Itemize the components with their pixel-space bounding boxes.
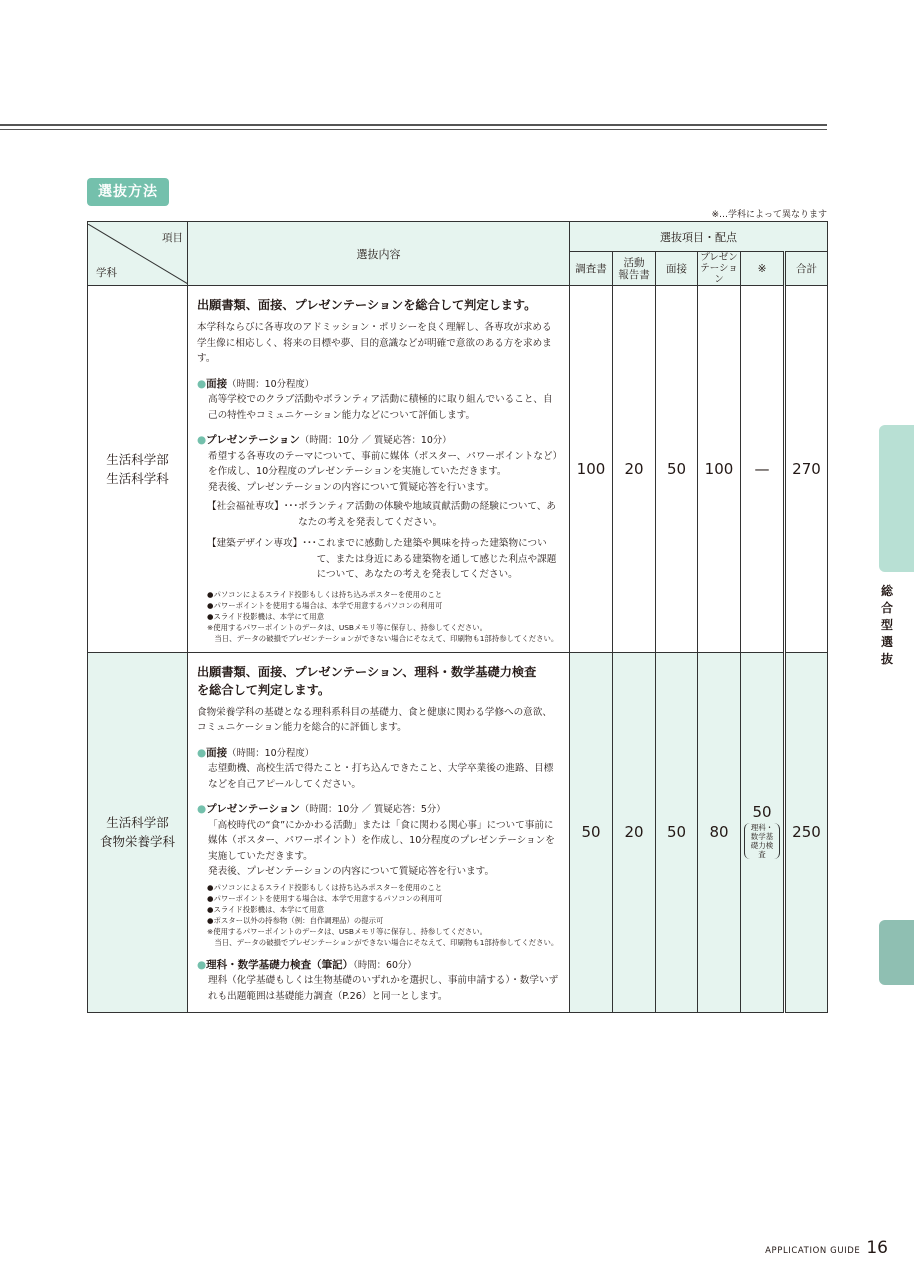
score-report: 100 xyxy=(570,286,613,653)
score-note: 50 xyxy=(752,803,772,822)
lead-text: 出願書類、面接、プレゼンテーションを総合して判定します。 xyxy=(197,298,537,312)
header-item-label: 項目 xyxy=(162,231,183,244)
notes-list: ●パソコンによるスライド投影もしくは持ち込みポスターを使用のこと ●パワーポイントを使用する場合は、本学で用意するパソコンの利用可 ●スライド投影機は、本学にて用意 ※使用するパワーポイントのデータは、USBメモリ等に保存し、持参してください。 当日、データの破損でプレゼンテーションができない場合にそなえて、印刷物も1部持参してください。 xyxy=(207,589,559,643)
score-presentation: 100 xyxy=(698,286,741,653)
dept-cell-life-science xyxy=(88,286,188,653)
intro-text: 食物栄養学科の基礎となる理科系科目の基礎力、食と健康に関わる学修への意欲、コミュニケーション能力を総合的に評価します。 xyxy=(197,706,552,733)
header-corner xyxy=(88,222,188,286)
major-social-welfare: 【社会福祉専攻】･･･ ボランティア活動の体験や地域貢献活動の経験について、あなたの考えを発表してください。 xyxy=(207,501,557,528)
bullet-dot-icon: ● xyxy=(197,434,207,446)
lead-text: 出願書類、面接、プレゼンテーション、理科・数学基礎力検査を総合して判定します。 xyxy=(197,664,537,697)
test-heading: ●理科・数学基礎力検査（筆記）（時間：60分） xyxy=(197,958,417,971)
top-rule-thick xyxy=(0,124,827,126)
score-total: 250 xyxy=(785,652,828,1013)
dept-name: 生活科学科 xyxy=(106,470,169,486)
page-footer xyxy=(765,1238,888,1258)
score-activity: 20 xyxy=(613,652,656,1013)
side-tab[interactable] xyxy=(879,920,914,985)
interview-text: 志望動機、高校生活で得たこと・打ち込んできたこと、大学卒業後の進路、目標などを自己アピールしてください。 xyxy=(208,763,554,790)
header-col-activity: 活動 報告書 xyxy=(613,252,656,286)
dept-faculty: 生活科学部 xyxy=(106,815,169,831)
header-col-interview: 面接 xyxy=(656,252,698,286)
score-note: — xyxy=(741,286,785,653)
header-col-report: 調査書 xyxy=(570,252,613,286)
side-section-label: 総合型選抜 xyxy=(880,584,893,666)
score-report: 50 xyxy=(570,652,613,1013)
dept-cell-food-nutrition xyxy=(88,652,188,1013)
footer-label: APPLICATION GUIDE xyxy=(765,1246,861,1256)
page-number: 16 xyxy=(866,1238,888,1258)
test-text: 理科（化学基礎もしくは生物基礎のいずれかを選択し、事前申請する）・数学いずれも出題範囲は基礎能力調査（P.26）と同一とします。 xyxy=(208,975,559,1002)
interview-heading: ●面接（時間：10分程度） xyxy=(197,746,315,759)
score-interview: 50 xyxy=(656,652,698,1013)
top-rule-thin xyxy=(0,129,827,130)
score-note-cell xyxy=(741,652,785,1013)
score-note-detail: 理科・数学基礎力検査 xyxy=(744,823,780,859)
score-total: 270 xyxy=(785,286,828,653)
bullet-dot-icon: ● xyxy=(197,746,207,759)
header-col-note: ※ xyxy=(741,252,785,286)
score-activity: 20 xyxy=(613,286,656,653)
header-dept-label: 学科 xyxy=(96,266,117,279)
bullet-dot-icon: ● xyxy=(197,377,207,390)
intro-text: 本学科ならびに各専攻のアドミッション・ポリシーを良く理解し、各専攻が求める学生像に相応しく、将来の目標や夢、目的意識などが明確で意欲のある方を求めます。 xyxy=(197,322,552,364)
table-note: ※…学科によって異なります xyxy=(711,210,827,220)
side-tab-active[interactable] xyxy=(879,425,914,572)
bullet-dot-icon: ● xyxy=(197,803,207,815)
section-badge: 選抜方法 xyxy=(87,178,169,206)
content-cell-food-nutrition xyxy=(188,652,570,1013)
score-interview: 50 xyxy=(656,286,698,653)
score-presentation: 80 xyxy=(698,652,741,1013)
header-col-total: 合計 xyxy=(785,252,828,286)
header-content: 選抜内容 xyxy=(188,222,570,286)
presentation-heading: ●プレゼンテーション（時間：10分 ／ 質疑応答：5分） xyxy=(197,803,446,815)
interview-heading: ●面接（時間：10分程度） xyxy=(197,377,315,390)
header-col-presentation: プレゼン テーション xyxy=(698,252,741,286)
presentation-text: 「高校時代の“食”にかかわる活動」または「食に関わる関心事」について事前に媒体（ポスター、パワーポイント）を作成し、10分程度のプレゼンテーションを実施していただきます。 発表後、プレゼンテーションの内容について質疑応答を行います。 xyxy=(208,819,555,877)
bullet-dot-icon: ● xyxy=(197,958,207,971)
dept-faculty: 生活科学部 xyxy=(106,451,169,467)
interview-text: 高等学校でのクラブ活動やボランティア活動に積極的に取り組んでいること、自己の特性やコミュニケーション能力などについて評価します。 xyxy=(208,394,553,421)
dept-name: 食物栄養学科 xyxy=(99,834,175,850)
major-architecture: 【建築デザイン専攻】･･･ これまでに感動した建築や興味を持った建築物について、または身近にある建築物を通して感じた利点や課題について、あなたの考えを発表してください。 xyxy=(207,538,557,580)
selection-table xyxy=(87,221,827,1013)
presentation-heading: ●プレゼンテーション（時間：10分 ／ 質疑応答：10分） xyxy=(197,434,452,446)
header-group: 選抜項目・配点 xyxy=(570,222,828,252)
content-cell-life-science xyxy=(188,286,570,653)
notes-list: ●パソコンによるスライド投影もしくは持ち込みポスターを使用のこと ●パワーポイントを使用する場合は、本学で用意するパソコンの利用可 ●スライド投影機は、本学にて用意 ●ポスター以外の持参物（例：自作調理品）の提示可 ※使用するパワーポイントのデータは、USBメモリ等に保存し、持参してください。 当日、データの破損でプレゼンテーションができない場合にそなえて、印刷物も1部持参してください。 xyxy=(207,882,559,947)
presentation-text: 希望する各専攻のテーマについて、事前に媒体（ポスター、パワーポイントなど）を作成し、10分程度のプレゼンテーションを実施していただきます。 発表後、プレゼンテーションの内容について質疑応答を行います。 xyxy=(208,450,558,493)
